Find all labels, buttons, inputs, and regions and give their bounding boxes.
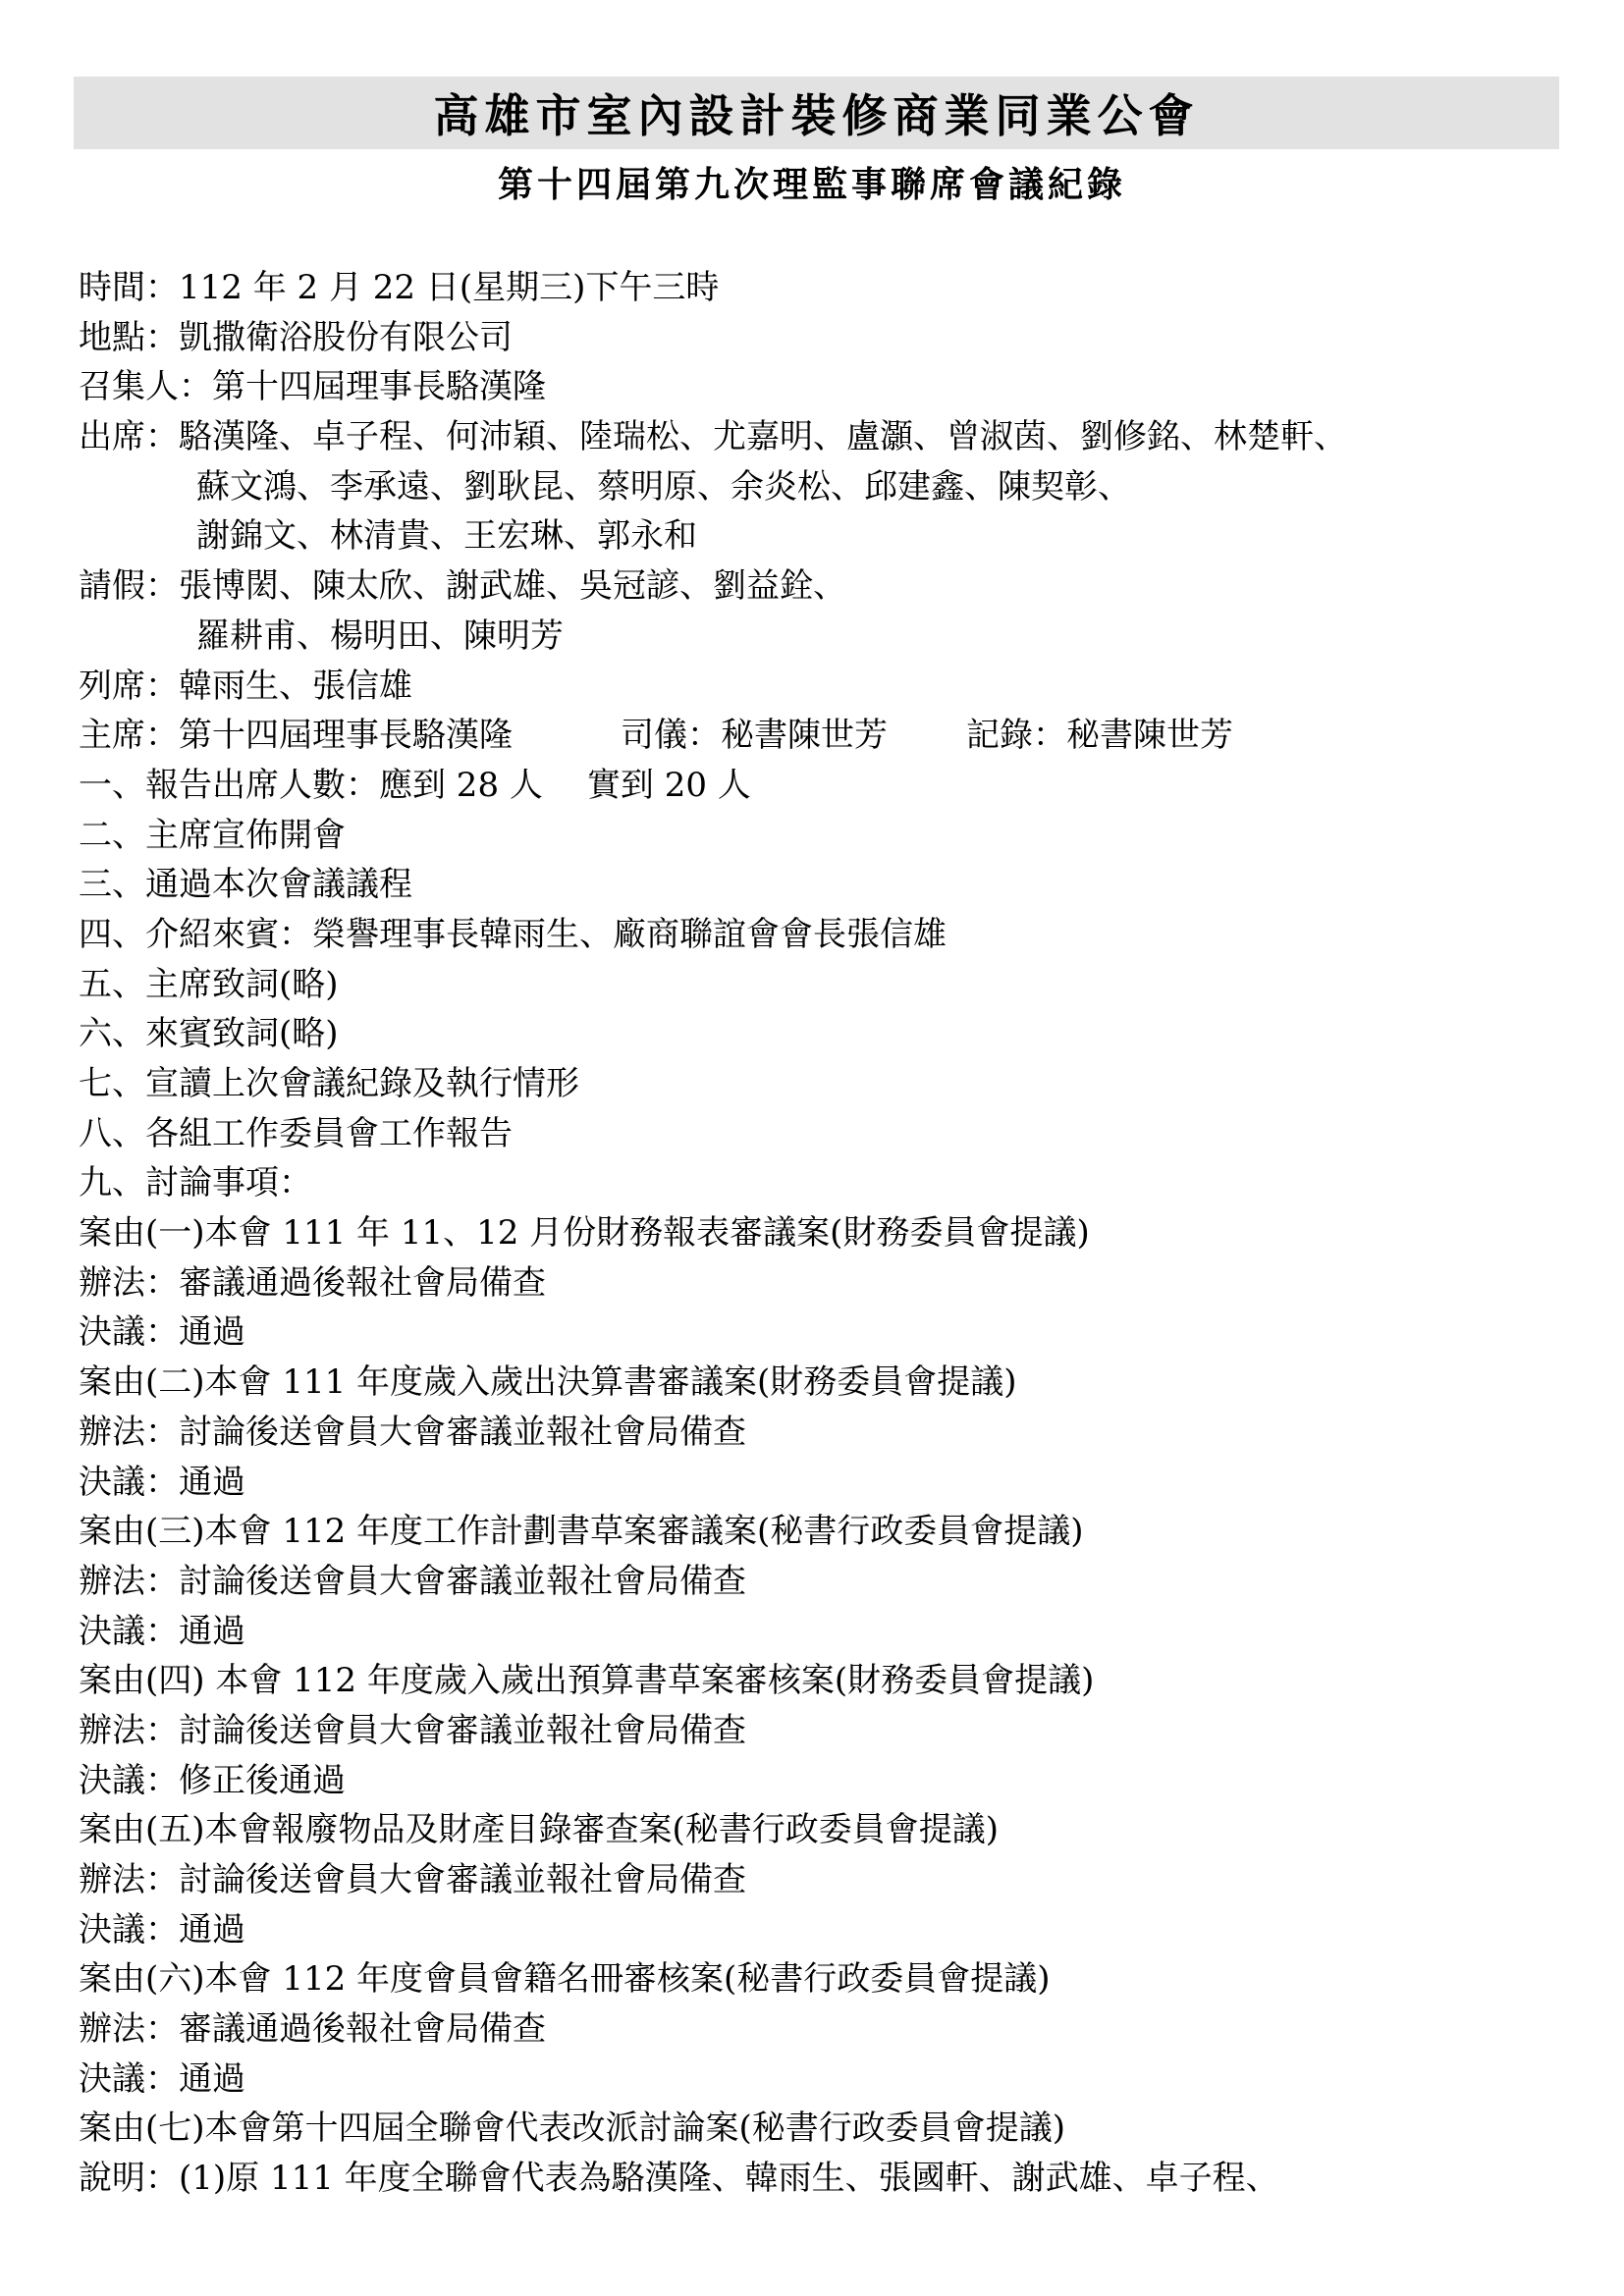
case-4-method: 辦法：討論後送會員大會審議並報社會局備查 [79, 1710, 746, 1750]
case-2-title: 案由(二)本會 111 年度歲入歲出決算書審議案(財務委員會提議) [79, 1362, 1017, 1403]
case-1-method: 辦法：審議通過後報社會局備查 [79, 1262, 546, 1303]
agenda-item-3: 三、通過本次會議議程 [79, 865, 412, 905]
emcee: 司儀：秘書陳世芳 [621, 716, 888, 756]
case-6-resolution: 決議：通過 [79, 2058, 245, 2099]
case-2-method: 辦法：討論後送會員大會審議並報社會局備查 [79, 1412, 746, 1452]
case-6-method: 辦法：審議通過後報社會局備查 [79, 2009, 546, 2050]
case-3-title: 案由(三)本會 112 年度工作計劃書草案審議案(秘書行政委員會提議) [79, 1512, 1084, 1552]
case-1-title: 案由(一)本會 111 年 11、12 月份財務報表審議案(財務委員會提議) [79, 1213, 1090, 1254]
title-band [74, 77, 1559, 149]
document-subtitle: 第十四屆第九次理監事聯席會議紀錄 [497, 164, 1126, 205]
case-7-note: 說明：(1)原 111 年度全聯會代表為駱漢隆、韓雨生、張國軒、謝武雄、卓子程、 [79, 2159, 1279, 2199]
attendance-line-1: 出席：駱漢隆、卓子程、何沛穎、陸瑞松、尤嘉明、盧灝、曾淑茵、劉修銘、林楚軒、 [79, 417, 1347, 457]
minutes-body [79, 263, 1571, 2204]
agenda-item-2: 二、主席宣佈開會 [79, 815, 346, 855]
recorder: 記錄：秘書陳世芳 [966, 716, 1233, 756]
case-5-resolution: 決議：通過 [79, 1909, 245, 1949]
observers: 列席：韓雨生、張信雄 [79, 666, 412, 706]
attendance-line-3: 謝錦文、林清貴、王宏琳、郭永和 [196, 516, 697, 557]
agenda-item-4: 四、介紹來賓：榮譽理事長韓雨生、廠商聯誼會會長張信雄 [79, 914, 947, 954]
leave-line-2: 羅耕甫、楊明田、陳明芳 [196, 615, 564, 656]
chair: 主席：第十四屆理事長駱漢隆 [79, 716, 513, 756]
attendance-line-2: 蘇文鴻、李承遠、劉耿昆、蔡明原、余炎松、邱建鑫、陳契彰、 [196, 466, 1131, 507]
case-7-title: 案由(七)本會第十四屆全聯會代表改派討論案(秘書行政委員會提議) [79, 2109, 1066, 2149]
agenda-item-5: 五、主席致詞(略) [79, 964, 339, 1004]
meeting-time: 時間：112 年 2 月 22 日(星期三)下午三時 [79, 268, 720, 307]
case-5-method: 辦法：討論後送會員大會審議並報社會局備查 [79, 1860, 746, 1899]
officers-line [79, 711, 1571, 761]
case-2-resolution: 決議：通過 [79, 1462, 245, 1502]
case-6-title: 案由(六)本會 112 年度會員會籍名冊審核案(秘書行政委員會提議) [79, 1959, 1051, 2000]
case-4-title: 案由(四) 本會 112 年度歲入歲出預算書草案審核案(財務委員會提議) [79, 1661, 1095, 1701]
case-4-resolution: 決議：修正後通過 [79, 1760, 346, 1800]
case-3-resolution: 決議：通過 [79, 1611, 245, 1651]
case-1-resolution: 決議：通過 [79, 1312, 245, 1353]
meeting-location: 地點：凱撒衛浴股份有限公司 [79, 317, 513, 357]
case-3-method: 辦法：討論後送會員大會審議並報社會局備查 [79, 1561, 746, 1601]
agenda-item-6: 六、來賓致詞(略) [79, 1014, 339, 1054]
agenda-item-1 [79, 761, 1571, 811]
meeting-convener: 召集人：第十四屆理事長駱漢隆 [79, 367, 546, 407]
document-title: 高雄市室內設計裝修商業同業公會 [433, 89, 1200, 142]
agenda-item-8: 八、各組工作委員會工作報告 [79, 1113, 513, 1153]
attendance-expected: 一、報告出席人數：應到 28 人 [79, 765, 543, 805]
agenda-item-9: 九、討論事項： [79, 1163, 312, 1203]
attendance-actual: 實到 20 人 [586, 765, 751, 805]
case-5-title: 案由(五)本會報廢物品及財產目錄審查案(秘書行政委員會提議) [79, 1810, 1000, 1850]
leave-line-1: 請假：張博閎、陳太欣、謝武雄、吳冠諺、劉益銓、 [79, 566, 846, 607]
agenda-item-7: 七、宣讀上次會議紀錄及執行情形 [79, 1064, 579, 1103]
